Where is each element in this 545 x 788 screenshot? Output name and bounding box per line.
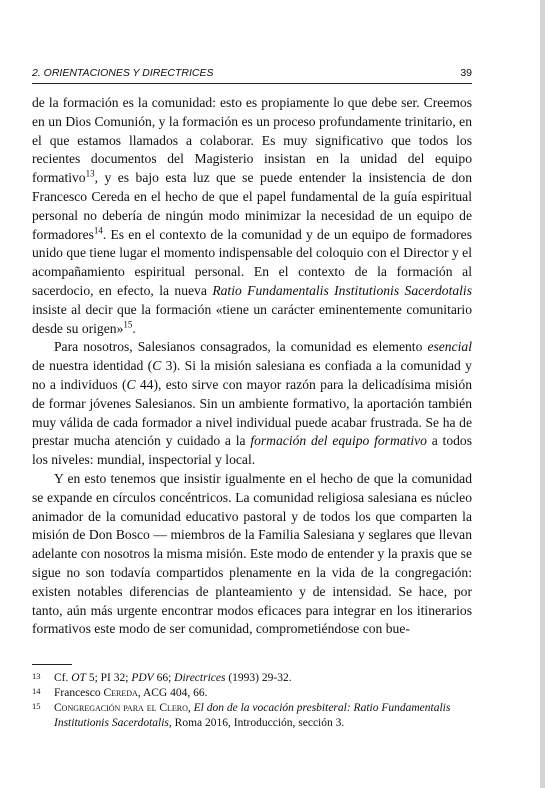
fn13-italic-ot: OT bbox=[71, 672, 86, 684]
fn14-text-b: , ACG 404, 66. bbox=[137, 687, 208, 699]
fn15-text-a: , bbox=[187, 702, 194, 714]
p2-italic-c1: C bbox=[152, 358, 162, 374]
fn14-text-a: Francesco bbox=[54, 687, 104, 699]
footnote-14-number: 14 bbox=[32, 686, 41, 696]
footnote-ref-15[interactable]: 15 bbox=[123, 319, 133, 330]
p2-text-b: de nuestra identidad ( bbox=[32, 358, 153, 374]
fn15-text-b: , Roma 2016, Introducción, sección 3. bbox=[168, 717, 345, 729]
p1-text-d: insiste al decir que la formación «tiene un carácter eminentemente comunitario desde su origen» bbox=[32, 301, 472, 336]
footnote-14 bbox=[32, 686, 472, 701]
p2-text-e: a todos los niveles: mundial, inspectorial y local. bbox=[32, 433, 472, 468]
page-number: 39 bbox=[460, 67, 472, 79]
p1-text-e: . bbox=[132, 320, 136, 336]
footnote-13-number: 13 bbox=[32, 671, 41, 681]
body-text bbox=[32, 94, 472, 639]
footnote-13 bbox=[32, 671, 472, 686]
fn13-italic-directrices: Directrices bbox=[174, 672, 226, 684]
fn13-text-d: (1993) 29-32. bbox=[225, 672, 292, 684]
running-header bbox=[32, 67, 472, 81]
header-rule bbox=[32, 83, 472, 84]
p2-italic-esencial: esencial bbox=[427, 339, 472, 355]
fn13-italic-pdv: PDV bbox=[131, 672, 154, 684]
page-edge-shadow bbox=[540, 0, 545, 788]
footnote-ref-14[interactable]: 14 bbox=[93, 225, 103, 236]
p1-italic-ratio: Ratio Fundamentalis Institutionis Sacerdotalis bbox=[212, 282, 472, 298]
footnote-15 bbox=[32, 701, 472, 731]
footnote-15-number: 15 bbox=[32, 701, 41, 711]
p1-text-a: de la formación es la comunidad: esto es propiamente lo que debe ser. Creemos en un Dios Comunión, y la formación es un proceso profundamente trinitario, en el que estamos llamados a colaborar. Es muy significativo que todos los recientes documentos del Magisterio insistan en la unidad del equipo formativo bbox=[32, 95, 472, 186]
fn15-author: Congregación para el Clero bbox=[54, 702, 188, 714]
fn14-author: Cereda bbox=[103, 687, 138, 699]
p2-italic-c2: C bbox=[126, 376, 136, 392]
p1-text-b: , y es bajo esta luz que se puede entender la insistencia de don Francesco Cereda en el hecho de que el papel fundamental de la guía espiritual personal no debería de ningún modo minimizar la necesidad de un equipo de formadores bbox=[32, 170, 472, 242]
footnotes bbox=[32, 671, 472, 731]
p2-text-c: 3). Si la misión salesiana es confiada a la comunidad y no a individuos ( bbox=[32, 358, 472, 392]
paragraph-2 bbox=[32, 338, 472, 470]
p2-italic-formacion: formación del equipo formativo bbox=[250, 433, 427, 449]
fn13-text-b: 5; PI 32; bbox=[85, 672, 132, 684]
p2-text-d: 44), esto sirve con mayor razón para la delicadísima misión de formar jóvenes Salesianos. Sin un ambiente formativo, la aportación también muy válida de cada formador a nivel individual puede acabar frustrada. Se ha de prestar mucha atención y cuidado a la bbox=[32, 376, 472, 449]
footnote-ref-13[interactable]: 13 bbox=[85, 168, 95, 179]
p2-text-a: Para nosotros, Salesianos consagrados, la comunidad es elemento bbox=[54, 339, 428, 355]
footnote-rule bbox=[32, 664, 72, 665]
paragraph-3: Y en esto tenemos que insistir igualmente en el hecho de que la comunidad se expande en círculos concéntricos. La comunidad religiosa salesiana es núcleo animador de la comunidad educativo pastoral y de todos los que comparten la misión de Don Bosco — miembros de la Familia Salesiana y seglares que llevan adelante con nosotros la misma misión. Este modo de entender y la praxis que se sigue no son todavía compartidos plenamente en la vida de la congregación: existen notables diferencias de planteamiento y de intensidad. Se hace, por tanto, aún más urgente encontrar modos eficaces para integrar en los itinerarios formativos este modo de ser comunidad, comprometiéndose con bue- bbox=[32, 470, 472, 637]
paragraph-1 bbox=[32, 94, 472, 338]
fn13-text-a: Cf. bbox=[54, 672, 72, 684]
p1-text-c: . Es en el contexto de la comunidad y de un equipo de formadores unido que tiene lugar el momento indispensable del coloquio con el Director y el acompañamiento espiritual personal. En el contexto de la formación al sacerdocio, en efecto, la nueva bbox=[32, 226, 472, 298]
fn13-text-c: 66; bbox=[153, 672, 175, 684]
running-title: 2. ORIENTACIONES Y DIRECTRICES bbox=[32, 67, 214, 79]
fn15-italic-title: El don de la vocación presbiteral: Ratio Fundamentalis Institutionis Sacerdotalis bbox=[54, 702, 451, 729]
